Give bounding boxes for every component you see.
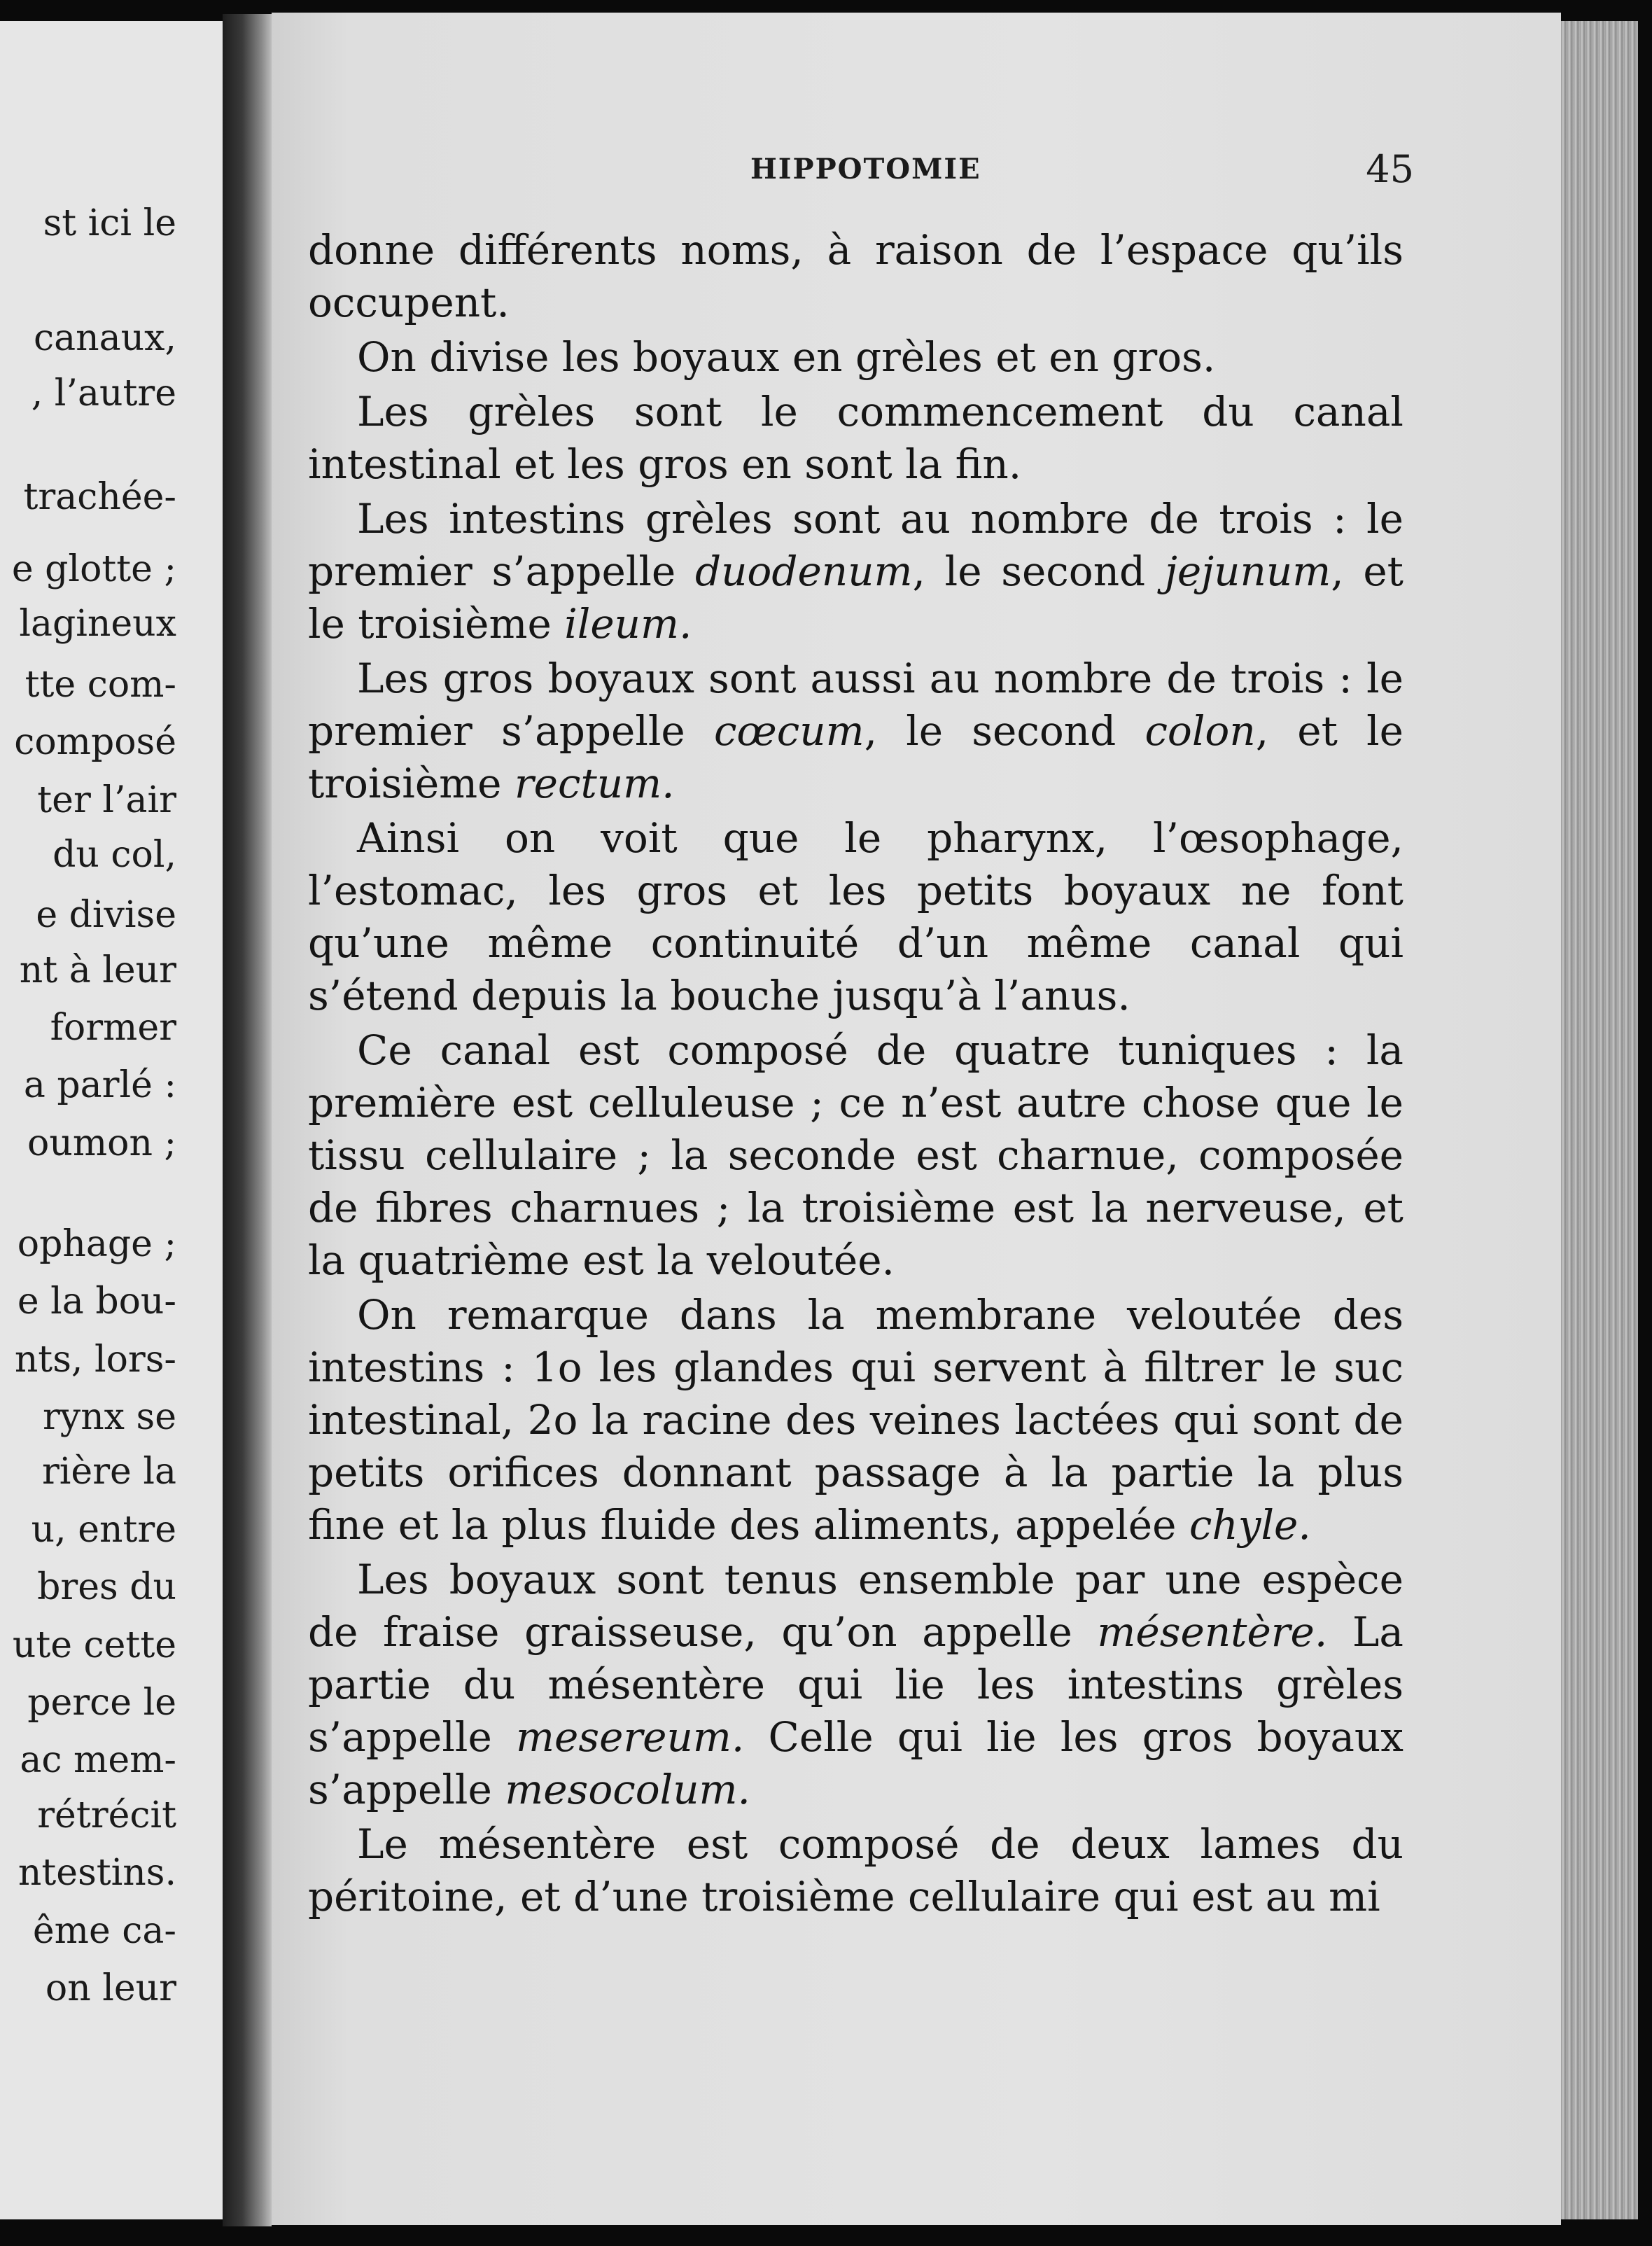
previous-page-line: a parlé : (23, 1064, 176, 1107)
previous-page-line: ter l’air (37, 779, 176, 821)
previous-page-line: ute cette (12, 1624, 176, 1666)
italic-term: cœcum (713, 707, 864, 755)
italic-term: mesereum. (516, 1713, 745, 1761)
previous-page-line: tte com- (24, 663, 176, 706)
previous-page-line: canaux, (34, 317, 176, 360)
text-run: , le second (912, 547, 1165, 595)
text-run: Le mésentère est composé de deux lames du péritoine, et d’une troisième cellulaire qui est au mi (308, 1820, 1404, 1920)
previous-page-line: ême ca- (32, 1909, 176, 1952)
paragraph (308, 386, 1404, 491)
italic-term: mesocolum. (505, 1766, 750, 1813)
previous-page-line: trachée- (23, 475, 176, 518)
text-run: On remarque dans la membrane veloutée des intestins : 1o les glandes qui servent à filtrer le suc intestinal, 2o la racine des veines lactées qui sont de petits orifices donnant passage à la partie la plus fine et la plus fluide des aliments, appelée (308, 1291, 1404, 1549)
previous-page-line: on leur (45, 1967, 176, 2009)
previous-page-line: nt à leur (19, 949, 176, 991)
previous-page-line: ophage ; (17, 1223, 176, 1265)
previous-page-line: e glotte ; (11, 547, 176, 590)
italic-term: jejunum (1164, 547, 1331, 595)
running-head (322, 147, 1414, 195)
previous-page-line: bres du (37, 1566, 176, 1609)
previous-page-line: ntestins. (18, 1852, 176, 1895)
page-edges (1561, 21, 1638, 2219)
text-run: , et le troisième (308, 707, 1404, 807)
paragraph (308, 1554, 1404, 1816)
text-run: Ainsi on voit que le pharynx, l’œsophage, l’estomac, les gros et les petits boyaux ne font qu’une même continuité d’un même canal qui s’étend depuis la bouche jusqu’à l’anus. (308, 814, 1404, 1019)
italic-term: duodenum (694, 547, 913, 595)
paragraph (308, 1024, 1404, 1287)
page-number: 45 (1366, 147, 1414, 191)
paragraph (308, 812, 1404, 1022)
previous-page-line: nts, lors- (14, 1338, 176, 1381)
text-run: Les intestins grèles sont au nombre de trois : le premier s’appelle (308, 495, 1404, 595)
previous-page-line: rière la (41, 1451, 176, 1493)
previous-page-line: composé (14, 721, 176, 764)
text-run: Les boyaux sont tenus ensemble par une espèce de fraise graisseuse, qu’on appelle (308, 1556, 1404, 1656)
paragraph (308, 1289, 1404, 1551)
italic-term: chyle. (1189, 1501, 1311, 1549)
text-run: donne différents noms, à raison de l’espace qu’ils occupent. (308, 226, 1404, 326)
text-run: Celle qui lie les gros boyaux s’appelle (308, 1713, 1404, 1813)
running-title: HIPPOTOMIE (750, 153, 981, 186)
text-run: On divise les boyaux en grèles et en gros. (357, 333, 1216, 381)
previous-page-fragment (0, 21, 223, 2219)
previous-page-line: rynx se (42, 1396, 176, 1439)
previous-page-line: lagineux (19, 603, 176, 646)
text-run: Ce canal est composé de quatre tuniques : la première est celluleuse ; ce n’est autre chose que le tissu cellulaire ; la seconde est charnue, composée de fibres charnues ; la troisième est la nerveuse, et la quatrième est la veloutée. (308, 1026, 1404, 1284)
previous-page-line: perce le (27, 1682, 176, 1724)
previous-page-line: st ici le (43, 202, 176, 244)
paragraph (308, 493, 1404, 650)
text-run: , le second (864, 707, 1145, 755)
previous-page-line: rétrécit (37, 1794, 176, 1836)
previous-page-line: ac mem- (20, 1739, 176, 1782)
text-run: La partie du mésentère qui lie les intestins grèles s’appelle (308, 1608, 1404, 1761)
paragraph (308, 224, 1404, 329)
body-text (308, 224, 1404, 1923)
paragraph (308, 331, 1404, 384)
previous-page-line: , l’autre (31, 372, 176, 414)
text-run: Les grèles sont le commencement du canal intestinal et les gros en sont la fin. (308, 388, 1404, 488)
italic-term: ileum. (564, 600, 692, 648)
previous-page-line: u, entre (31, 1508, 176, 1551)
italic-term: mésentère. (1097, 1608, 1328, 1656)
previous-page-line: e la bou- (17, 1281, 176, 1323)
italic-term: rectum. (514, 760, 675, 807)
italic-term: colon (1144, 707, 1256, 755)
previous-page-line: e divise (36, 894, 176, 937)
text-run: Les gros boyaux sont aussi au nombre de trois : le premier s’appelle (308, 655, 1404, 755)
text-run: , et le troisième (308, 547, 1404, 648)
previous-page-line: oumon ; (27, 1122, 176, 1164)
paragraph (308, 653, 1404, 810)
previous-page-line: du col, (52, 833, 176, 876)
previous-page-line: former (50, 1007, 176, 1049)
paragraph (308, 1818, 1404, 1923)
book-gutter (223, 14, 272, 2226)
